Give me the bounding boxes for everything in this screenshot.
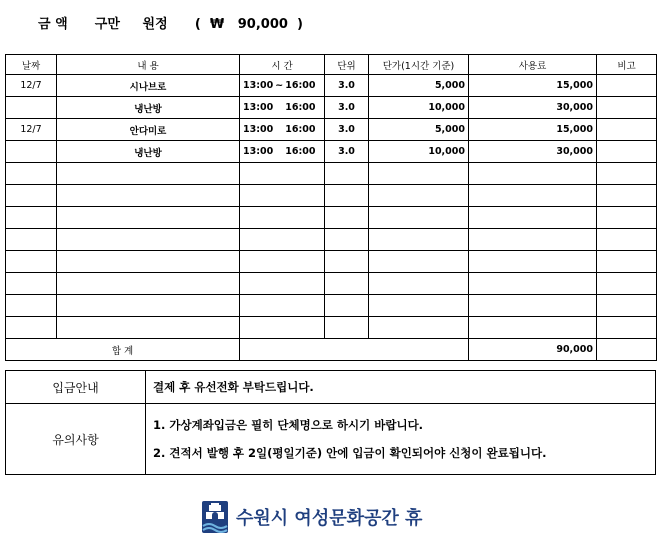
note-cell (597, 141, 657, 163)
date-cell (6, 317, 57, 339)
unit-cell (325, 295, 369, 317)
column-header: 시 간 (240, 55, 325, 75)
amount-label: 금 액 구만 원정 (38, 17, 168, 32)
deposit-text: 결제 후 유선전화 부탁드립니다. (153, 380, 314, 394)
item-cell (57, 207, 240, 229)
item-cell: 안다미로 (57, 119, 240, 141)
date-cell (6, 273, 57, 295)
item-cell (57, 251, 240, 273)
note-cell (597, 185, 657, 207)
table-row (6, 119, 657, 141)
notice-table (5, 370, 656, 475)
caution-label: 유의사항 (6, 404, 146, 475)
unit-cell (325, 317, 369, 339)
table-row (6, 97, 657, 119)
time-cell (240, 251, 325, 273)
price-cell (369, 185, 469, 207)
price-cell (369, 229, 469, 251)
note-cell (597, 273, 657, 295)
deposit-label: 입금안내 (6, 371, 146, 404)
item-cell (57, 295, 240, 317)
item-cell: 냉난방 (57, 97, 240, 119)
date-cell (6, 229, 57, 251)
price-cell: 10,000 (369, 97, 469, 119)
column-header: 사용료 (469, 55, 597, 75)
time-separator: ~ (275, 80, 284, 91)
note-cell (597, 75, 657, 97)
caution-row (6, 404, 656, 475)
caution-text-cell (146, 404, 656, 475)
price-cell (369, 273, 469, 295)
fee-cell (469, 273, 597, 295)
item-cell: 시나브로 (57, 75, 240, 97)
price-cell (369, 295, 469, 317)
time-cell (240, 185, 325, 207)
table-row (6, 317, 657, 339)
note-cell (597, 317, 657, 339)
time-cell (240, 229, 325, 251)
item-cell (57, 273, 240, 295)
start-time: 13:00 (243, 124, 274, 135)
start-time: 13:00 (243, 80, 274, 91)
column-header: 단위 (325, 55, 369, 75)
fee-cell: 15,000 (469, 119, 597, 141)
table-body (6, 75, 657, 339)
unit-cell (325, 229, 369, 251)
unit-cell: 3.0 (325, 119, 369, 141)
footer (200, 499, 422, 535)
deposit-row (6, 371, 656, 404)
unit-cell (325, 163, 369, 185)
caution-line-1: 1. 가상계좌입금은 필히 단체명으로 하시기 바랍니다. (153, 418, 424, 432)
note-cell (597, 295, 657, 317)
table-row (6, 295, 657, 317)
item-cell (57, 229, 240, 251)
time-cell (240, 207, 325, 229)
end-time: 16:00 (285, 124, 316, 135)
table-row (6, 273, 657, 295)
amount-summary (38, 13, 303, 32)
fee-cell (469, 295, 597, 317)
deposit-text-cell (146, 371, 656, 404)
total-value: 90,000 (469, 339, 597, 361)
table-row (6, 185, 657, 207)
table-header-row (6, 55, 657, 75)
date-cell (6, 207, 57, 229)
fee-cell: 15,000 (469, 75, 597, 97)
fee-cell (469, 251, 597, 273)
time-cell (240, 141, 325, 163)
fortress-gate-logo-icon (200, 499, 230, 535)
table-row (6, 141, 657, 163)
table-row (6, 207, 657, 229)
item-cell (57, 185, 240, 207)
time-cell (240, 163, 325, 185)
date-cell: 12/7 (6, 75, 57, 97)
column-header: 단가(1시간 기준) (369, 55, 469, 75)
item-cell (57, 317, 240, 339)
usage-table (5, 54, 657, 361)
fee-cell (469, 317, 597, 339)
amount-value: ₩ 90,000 (209, 17, 288, 32)
date-cell (6, 251, 57, 273)
unit-cell (325, 207, 369, 229)
note-cell (597, 207, 657, 229)
time-cell (240, 317, 325, 339)
time-cell (240, 119, 325, 141)
fee-cell (469, 163, 597, 185)
time-cell (240, 273, 325, 295)
table-row (6, 163, 657, 185)
column-header: 날짜 (6, 55, 57, 75)
table-row (6, 251, 657, 273)
unit-cell (325, 251, 369, 273)
column-header: 비고 (597, 55, 657, 75)
fee-cell: 30,000 (469, 141, 597, 163)
total-row (6, 339, 657, 361)
caution-line-2: 2. 견적서 발행 후 2일(평일기준) 안에 입금이 확인되어야 신청이 완료됩니다. (153, 446, 547, 460)
unit-cell (325, 185, 369, 207)
date-cell (6, 295, 57, 317)
end-time: 16:00 (285, 146, 316, 157)
item-cell: 냉난방 (57, 141, 240, 163)
column-header: 내 용 (57, 55, 240, 75)
amount-close-paren: ) (297, 17, 303, 32)
date-cell (6, 141, 57, 163)
date-cell: 12/7 (6, 119, 57, 141)
note-cell (597, 119, 657, 141)
price-cell (369, 163, 469, 185)
fee-cell: 30,000 (469, 97, 597, 119)
price-cell: 10,000 (369, 141, 469, 163)
total-blank (240, 339, 469, 361)
unit-cell: 3.0 (325, 75, 369, 97)
price-cell (369, 317, 469, 339)
time-cell (240, 75, 325, 97)
price-cell: 5,000 (369, 75, 469, 97)
end-time: 16:00 (285, 80, 316, 91)
note-cell (597, 163, 657, 185)
start-time: 13:00 (243, 102, 274, 113)
table-row (6, 75, 657, 97)
amount-open-paren: ( (194, 17, 201, 32)
start-time: 13:00 (243, 146, 274, 157)
price-cell: 5,000 (369, 119, 469, 141)
total-label: 합 계 (6, 339, 240, 361)
end-time: 16:00 (285, 102, 316, 113)
price-cell (369, 251, 469, 273)
date-cell (6, 163, 57, 185)
time-cell (240, 97, 325, 119)
note-cell (597, 97, 657, 119)
unit-cell: 3.0 (325, 97, 369, 119)
table-row (6, 229, 657, 251)
unit-cell: 3.0 (325, 141, 369, 163)
time-cell (240, 295, 325, 317)
unit-cell (325, 273, 369, 295)
org-name: 수원시 여성문화공간 휴 (236, 508, 423, 529)
fee-cell (469, 185, 597, 207)
date-cell (6, 185, 57, 207)
fee-cell (469, 229, 597, 251)
item-cell (57, 163, 240, 185)
note-cell (597, 251, 657, 273)
fee-cell (469, 207, 597, 229)
date-cell (6, 97, 57, 119)
price-cell (369, 207, 469, 229)
total-note (597, 339, 657, 361)
note-cell (597, 229, 657, 251)
